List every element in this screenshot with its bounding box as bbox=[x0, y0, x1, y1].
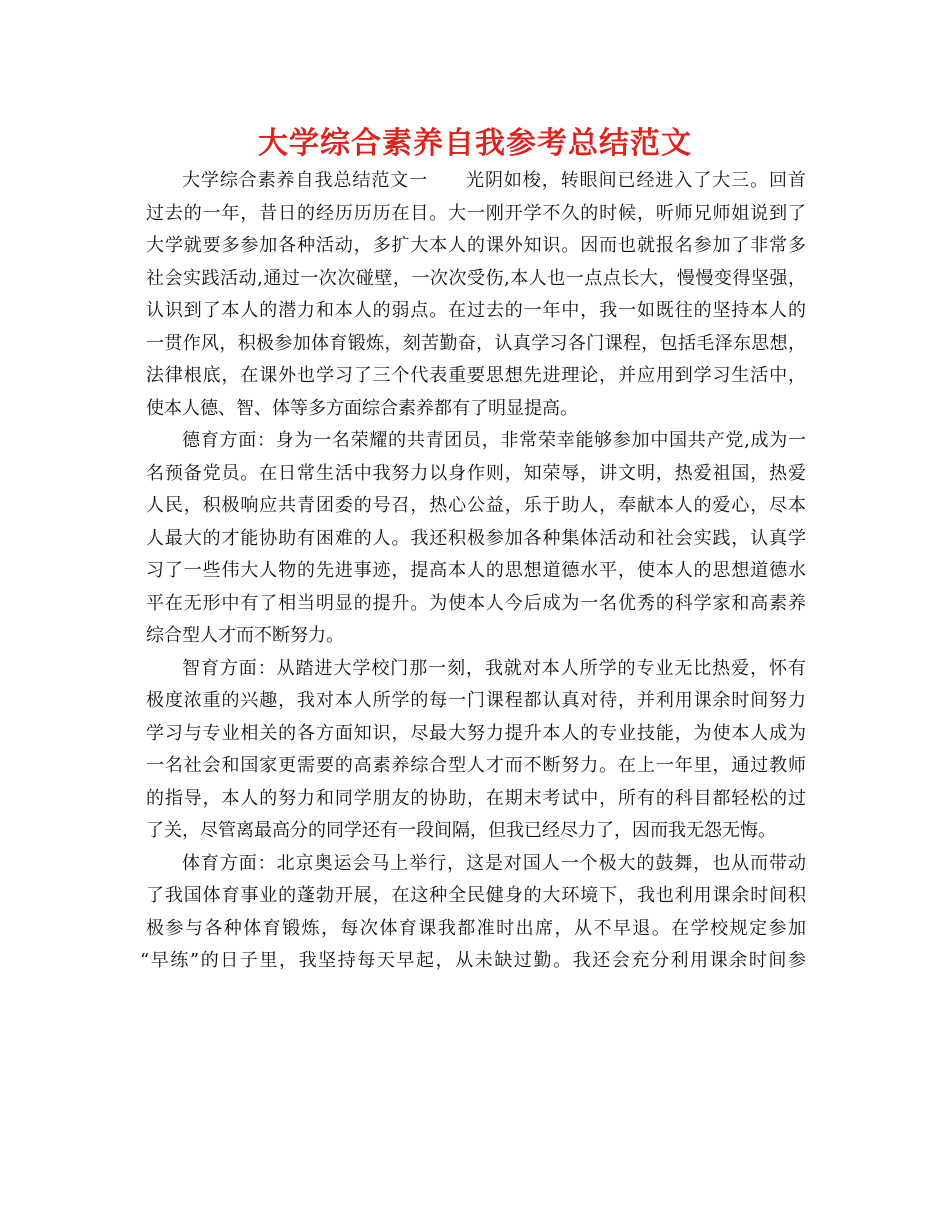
text-line: 体育方面：北京奥运会马上举行，这是对国人一个极大的鼓舞，也从而带动 bbox=[182, 852, 806, 874]
text-line: 了关，尽管离最高分的同学还有一段间隔，但我已经尽力了，因而我无怨无悔。 bbox=[146, 820, 776, 841]
text-line: 人最大的才能协助有困难的人。我还积极参加各种集体活动和社会实践，认真学 bbox=[146, 527, 806, 549]
text-line: 了我国体育事业的蓬勃开展，在这种全民健身的大环境下，我也利用课余时间积 bbox=[146, 885, 806, 906]
text-line: 极参与各种体育锻炼，每次体育课我都准时出席，从不早退。在学校规定参加 bbox=[146, 917, 806, 939]
text-line: 人民，积极响应共青团委的号召，热心公益，乐于助人，奉献本人的爱心，尽本 bbox=[146, 495, 806, 516]
text-line: 一名社会和国家更需要的高素养综合型人才而不断努力。在上一年里，通过教师 bbox=[146, 755, 806, 776]
text-line: 的指导，本人的努力和同学朋友的协助，在期末考试中，所有的科目都轻松的过 bbox=[146, 787, 806, 809]
text-line: 德育方面：身为一名荣耀的共青团员，非常荣幸能够参加中国共产党,成为一 bbox=[182, 430, 806, 451]
text-line: 使本人德、智、体等多方面综合素养都有了明显提高。 bbox=[146, 397, 578, 419]
paragraph-intro bbox=[146, 165, 806, 425]
text-line: 极度浓重的兴趣，我对本人所学的每一门课程都认真对待，并利用课余时间努力 bbox=[146, 690, 806, 711]
text-line: 大学综合素养自我总结范文一 光阴如梭，转眼间已经进入了大三。回首 bbox=[182, 170, 806, 191]
text-line: 综合型人才而不断努力。 bbox=[146, 625, 344, 646]
text-line: 习了一些伟大人物的先进事迹，提高本人的思想道德水平，使本人的思想道德水 bbox=[146, 560, 806, 581]
text-line: “早练”的日子里，我坚持每天早起，从未缺过勤。我还会充分利用课余时间参 bbox=[140, 950, 806, 971]
text-line: 认识到了本人的潜力和本人的弱点。在过去的一年中，我一如既往的坚持本人的 bbox=[146, 300, 806, 321]
paragraph-physical bbox=[140, 848, 806, 978]
text-line: 平在无形中有了相当明显的提升。为使本人今后成为一名优秀的科学家和高素养 bbox=[146, 592, 806, 614]
document-title: 大学综合素养自我参考总结范文 bbox=[258, 126, 692, 161]
text-line: 过去的一年，昔日的经历历历在目。大一刚开学不久的时候，听师兄师姐说到了 bbox=[146, 202, 806, 224]
text-line: 社会实践活动,通过一次次碰壁，一次次受伤,本人也一点点长大，慢慢变得坚强， bbox=[146, 267, 806, 289]
text-line: 学习与专业相关的各方面知识，尽最大努力提升本人的专业技能，为使本人成为 bbox=[146, 722, 806, 744]
text-line: 法律根底，在课外也学习了三个代表重要思想先进理论，并应用到学习生活中， bbox=[146, 365, 806, 386]
document-body bbox=[140, 165, 806, 978]
text-line: 名预备党员。在日常生活中我努力以身作则，知荣辱，讲文明，热爱祖国，热爱 bbox=[146, 462, 806, 484]
paragraph-moral bbox=[146, 425, 806, 653]
text-line: 一贯作风，积极参加体育锻炼，刻苦勤奋，认真学习各门课程，包括毛泽东思想， bbox=[146, 332, 806, 354]
text-line: 智育方面：从踏进大学校门那一刻，我就对本人所学的专业无比热爱，怀有 bbox=[182, 657, 806, 679]
text-line: 大学就要多参加各种活动，多扩大本人的课外知识。因而也就报名参加了非常多 bbox=[146, 235, 806, 256]
paragraph-intellectual bbox=[146, 653, 806, 848]
